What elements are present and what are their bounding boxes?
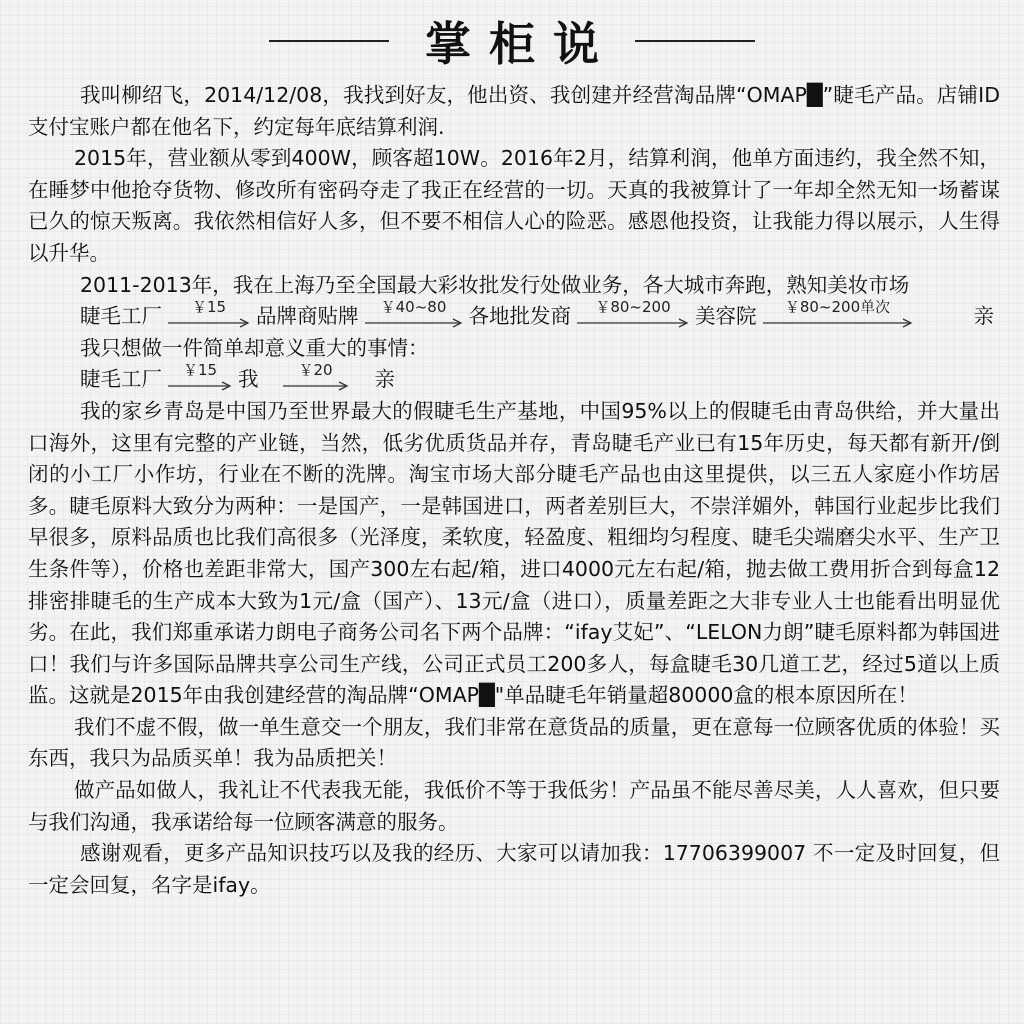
flow-price: ￥80~200 bbox=[595, 298, 671, 317]
flow-arrow bbox=[365, 298, 463, 333]
flow-price: ￥40~80 bbox=[380, 298, 447, 317]
flow-price: ￥15 bbox=[191, 298, 227, 317]
direct-flow bbox=[28, 361, 1000, 396]
arrow-right-icon bbox=[168, 381, 232, 391]
flow-arrow bbox=[168, 361, 232, 396]
supply-chain-flow bbox=[28, 298, 1000, 333]
paragraph-experience: 2011-2013年，我在上海乃至全国最大彩妆批发行处做业务，各大城市奔跑，熟知美妆市场 bbox=[80, 272, 910, 297]
flow-node: 睫毛工厂 bbox=[80, 304, 162, 329]
arrow-right-icon bbox=[168, 318, 250, 328]
arrow-right-icon bbox=[365, 318, 463, 328]
flow-node: 亲 bbox=[973, 304, 994, 329]
flow-arrow bbox=[577, 298, 689, 333]
paragraph-goal: 我只想做一件简单却意义重大的事情： bbox=[80, 335, 429, 360]
flow-node: 各地批发商 bbox=[468, 304, 571, 329]
paragraph-intro: 我叫柳绍飞，2014/12/08，我找到好友，他出资、我创建并经营淘品牌“OMAP█”睫毛产品。店铺ID支付宝账户都在他名下，约定每年底结算利润. bbox=[28, 83, 1000, 139]
paragraph-promise: 我们不虚不假，做一单生意交一个朋友，我们非常在意货品的质量，更在意每一位顾客优质的体验！买东西，我只为品质买单！我为品质把关！ bbox=[28, 714, 1000, 771]
arrow-right-icon bbox=[577, 318, 689, 328]
header bbox=[0, 6, 1024, 76]
flow-node: 我 bbox=[238, 367, 259, 392]
paragraph-qingdao: 我的家乡青岛是中国乃至世界最大的假睫毛生产基地，中国95%以上的假睫毛由青岛供给，并大量出口海外，这里有完整的产业链，当然，低劣优质货品并存，青岛睫毛产业已有15年历史，每天都有新开/倒闭的小工厂小作坊，行业在不断的洗牌。淘宝市场大部分睫毛产品也由这里提供，以三五人家庭小作坊居多。睫毛原料大致分为两种：一是国产，一是韩国进口，两者差别巨大，不崇洋媚外，韩国行业起步比我们早很多，原料品质也比我们高很多（光泽度，柔软度，轻盈度、粗细均匀程度、睫毛尖端磨尖水平、生产卫生条件等），价格也差距非常大，国产300左右起/箱，进口4000元左右起/箱，抛去做工费用折合到每盒12排密排睫毛的生产成本大致为1元/盒（国产）、13元/盒（进口），质量差距之大非专业人士也能看出明显优劣。在此，我们郑重承诺力朗电子商务公司名下两个品牌：“ifay艾妃”、“LELON力朗”睫毛原料都为韩国进口！我们与许多国际品牌共享公司生产线，公司正式员工200多人，每盒睫毛30几道工艺，经过5道以上质监。这就是2015年由我创建经营的淘品牌“OMAP█"单品睫毛年销量超80000盒的根本原因所在！ bbox=[28, 398, 1000, 708]
flow-node: 品牌商贴牌 bbox=[256, 304, 359, 329]
flow-arrow bbox=[763, 298, 913, 333]
flow-price: ￥15 bbox=[182, 361, 218, 380]
flow-arrow bbox=[168, 298, 250, 333]
paragraph-service: 做产品如做人，我礼让不代表我无能，我低价不等于我低劣！产品虽不能尽善尽美，人人喜欢，但只要与我们沟通，我承诺给每一位顾客满意的服务。 bbox=[28, 778, 1000, 834]
flow-node: 睫毛工厂 bbox=[80, 367, 162, 392]
title-rule-left bbox=[269, 40, 389, 42]
flow-node: 美容院 bbox=[695, 304, 757, 329]
arrow-right-icon bbox=[283, 381, 349, 391]
flow-price: ￥80~200单次 bbox=[784, 298, 891, 317]
page-title: 掌柜说 bbox=[425, 17, 617, 71]
title-rule-right bbox=[635, 40, 755, 42]
paragraph-history: 2015年，营业额从零到400W，顾客超10W。2016年2月，结算利润，他单方面违约，我全然不知，在睡梦中他抢夺货物、修改所有密码夺走了我正在经营的一切。天真的我被算计了一年却全然无知一场蓄谋已久的惊天叛离。我依然相信好人多，但不要不相信人心的险恶。感恩他投资，让我能力得以展示，人生得以升华。 bbox=[28, 146, 1000, 265]
paragraph-contact: 感谢观看，更多产品知识技巧以及我的经历、大家可以请加我：17706399007 不一定及时回复，但一定会回复，名字是ifay。 bbox=[28, 841, 1000, 897]
flow-arrow bbox=[283, 361, 349, 396]
article-body bbox=[28, 80, 1000, 901]
flow-price: ￥20 bbox=[298, 361, 333, 380]
arrow-right-icon bbox=[763, 318, 913, 328]
flow-node: 亲 bbox=[374, 367, 395, 392]
